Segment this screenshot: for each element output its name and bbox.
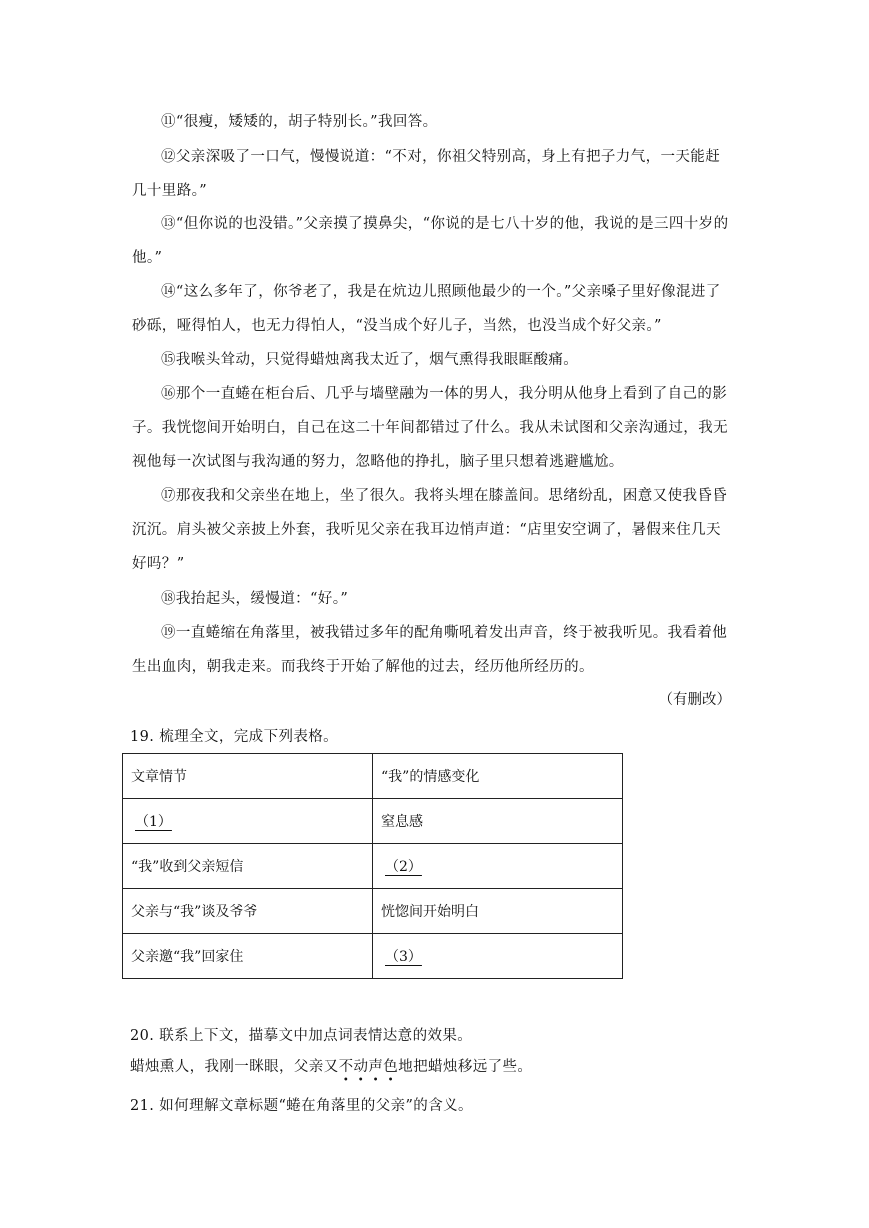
question-19-prompt: 19. 梳理全文，完成下列表格。 (130, 729, 339, 745)
table-header-cell: 文章情节 (123, 754, 373, 799)
table-row (123, 799, 623, 844)
paragraph-15: ⑮我喉头耸动，只觉得蜡烛离我太近了，烟气熏得我眼眶酸痛。 (161, 352, 579, 368)
paragraph-14: ⑭“这么多年了，你爷老了，我是在炕边儿照顾他最少的一个。”父亲嗓子里好像混进了砂砾，哑得怕人，也无力得怕人，“没当成个好儿子，当然，也没当成个好父亲。” (132, 284, 721, 334)
question-20-prompt: 20. 联系上下文，描摹文中加点词表情达意的效果。 (130, 1028, 473, 1044)
table-cell: 恍惚间开始明白 (373, 889, 623, 934)
sentence-before: 蜡烛熏人，我刚一眯眼，父亲又 (130, 1059, 339, 1075)
table-cell (123, 799, 373, 844)
table-cell (373, 844, 623, 889)
table-cell: 父亲与“我”谈及爷爷 (123, 889, 373, 934)
table-cell: 父亲邀“我”回家住 (123, 934, 373, 979)
paragraph-17: ⑰那夜我和父亲坐在地上，坐了很久。我将头埋在膝盖间。思绪纷乱，困意又使我昏昏沉沉。肩头被父亲披上外套，我听见父亲在我耳边悄声道：“店里安空调了，暑假来住几天好吗？” (132, 488, 728, 572)
table-row (123, 844, 623, 889)
paragraph-12: ⑫父亲深吸了一口气，慢慢说道：“不对，你祖父特别高，身上有把子力气，一天能赶几十里路。” (132, 149, 721, 199)
question-20-sentence (130, 1056, 533, 1086)
paragraph-11: ⑪“很瘦，矮矮的，胡子特别长。”我回答。 (161, 114, 438, 130)
question-21-prompt: 21. 如何理解文章标题“蜷在角落里的父亲”的含义。 (130, 1098, 473, 1114)
table-row (123, 889, 623, 934)
source-note: （有删改） (658, 692, 731, 708)
sentence-after: 地把蜡烛移远了些。 (398, 1059, 533, 1075)
paragraph-13: ⑬“但你说的也没错。”父亲摸了摸鼻尖，“你说的是七八十岁的他，我说的是三四十岁的他。” (132, 216, 729, 266)
plot-emotion-table (122, 753, 623, 979)
table-cell: “我”收到父亲短信 (123, 844, 373, 889)
paragraph-19: ⑲一直蜷缩在角落里，被我错过多年的配角嘶吼着发出声音，终于被我听见。我看着他生出血肉，朝我走来。而我终于开始了解他的过去，经历他所经历的。 (132, 625, 728, 675)
paragraph-18: ⑱我抬起头，缓慢道：“好。” (161, 591, 349, 607)
answer-blank-2[interactable]: （2） (385, 859, 422, 875)
answer-blank-3[interactable]: （3） (385, 949, 422, 965)
emphasis-dots-icon: • • • • (342, 1075, 394, 1086)
dotted-word (338, 1059, 399, 1086)
answer-blank-1[interactable]: （1） (135, 814, 172, 830)
dotted-word-text: 不动声色 (338, 1059, 399, 1075)
table-cell (373, 934, 623, 979)
table-header-row (123, 754, 623, 799)
table-cell: 窒息感 (373, 799, 623, 844)
table-row (123, 934, 623, 979)
table-header-cell: “我”的情感变化 (373, 754, 623, 799)
paragraph-16: ⑯那个一直蜷在柜台后、几乎与墙壁融为一体的男人，我分明从他身上看到了自己的影子。我恍惚间开始明白，自己在这二十年间都错过了什么。我从未试图和父亲沟通过，我无视他每一次试图与我沟通的努力，忽略他的挣扎，脑子里只想着逃避尴尬。 (132, 386, 728, 470)
